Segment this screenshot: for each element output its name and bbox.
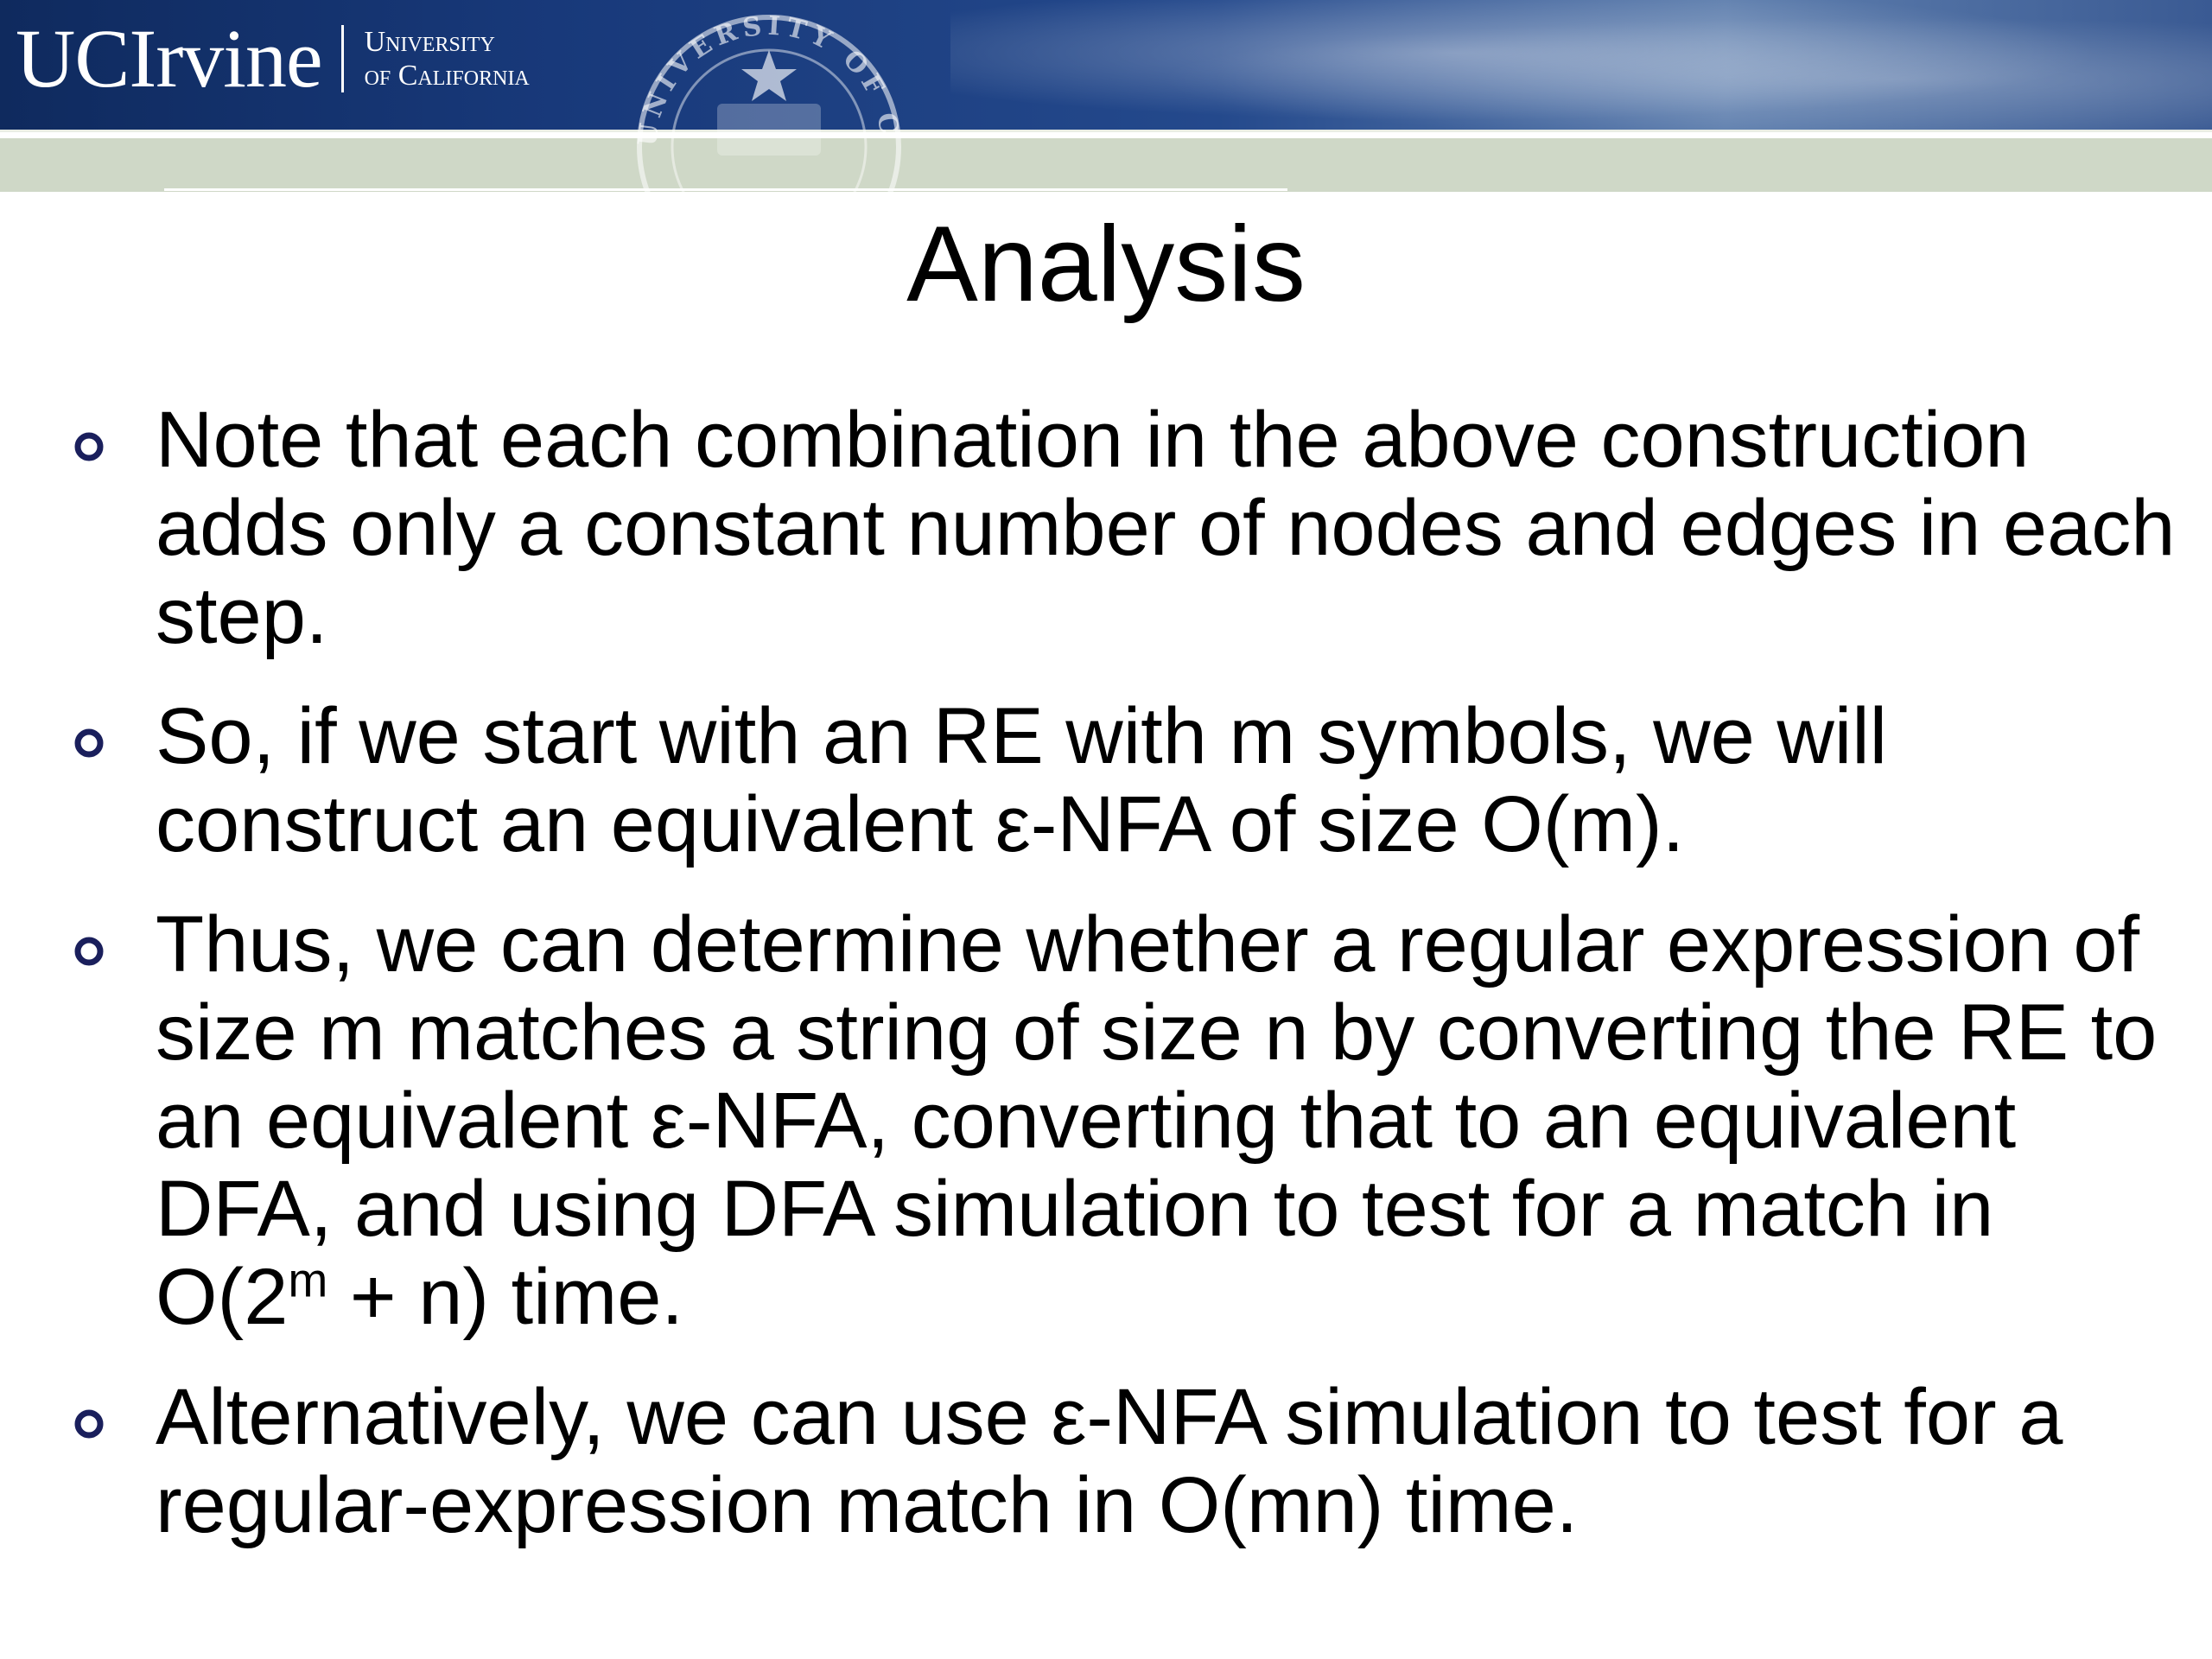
uci-logo xyxy=(16,12,530,105)
header-sky-decoration xyxy=(950,0,2212,132)
hollow-circle-bullet-icon xyxy=(74,728,104,758)
header-banner xyxy=(0,0,2212,132)
bullet-text: Alternatively, we can use ε-NFA simulation to test for a regular-expression match in O(mn) time. xyxy=(156,1373,2063,1549)
logo-line-1: University xyxy=(364,25,495,58)
bullet-text: Note that each combination in the above construction adds only a constant number of nodes and edges in each step. xyxy=(156,396,2176,660)
list-item xyxy=(71,692,2179,868)
seal-text: UNIVERSITY OF C xyxy=(632,10,906,148)
logo-subtitle xyxy=(365,25,530,92)
bullet-text-main: Thus, we can determine whether a regular expression of size m matches a string of size n by converting the RE to an equivalent ε-NFA, converting that to an equivalent DFA, and using DFA simulation to test for a match in O(2 xyxy=(156,900,2158,1341)
hollow-circle-bullet-icon xyxy=(74,1409,104,1439)
university-seal-icon xyxy=(613,0,925,199)
list-item xyxy=(71,900,2179,1341)
logo-line-2: of California xyxy=(364,60,530,92)
hollow-circle-bullet-icon xyxy=(74,432,104,461)
header-green-band xyxy=(0,138,2212,192)
logo-divider xyxy=(341,25,344,92)
list-item xyxy=(71,1373,2179,1549)
bullet-list xyxy=(71,396,2179,1581)
exponent: m xyxy=(288,1253,328,1307)
list-item xyxy=(71,396,2179,660)
bullet-text: So, if we start with an RE with m symbols, we will construct an equivalent ε-NFA of size O(m). xyxy=(156,692,1888,868)
bullet-text xyxy=(156,900,2157,1341)
hollow-circle-bullet-icon xyxy=(74,937,104,966)
header-divider-line xyxy=(0,130,2212,132)
logo-wordmark: UCIrvine xyxy=(16,12,322,105)
bullet-text-tail: + n) time. xyxy=(327,1253,683,1341)
slide-title: Analysis xyxy=(906,205,1306,324)
